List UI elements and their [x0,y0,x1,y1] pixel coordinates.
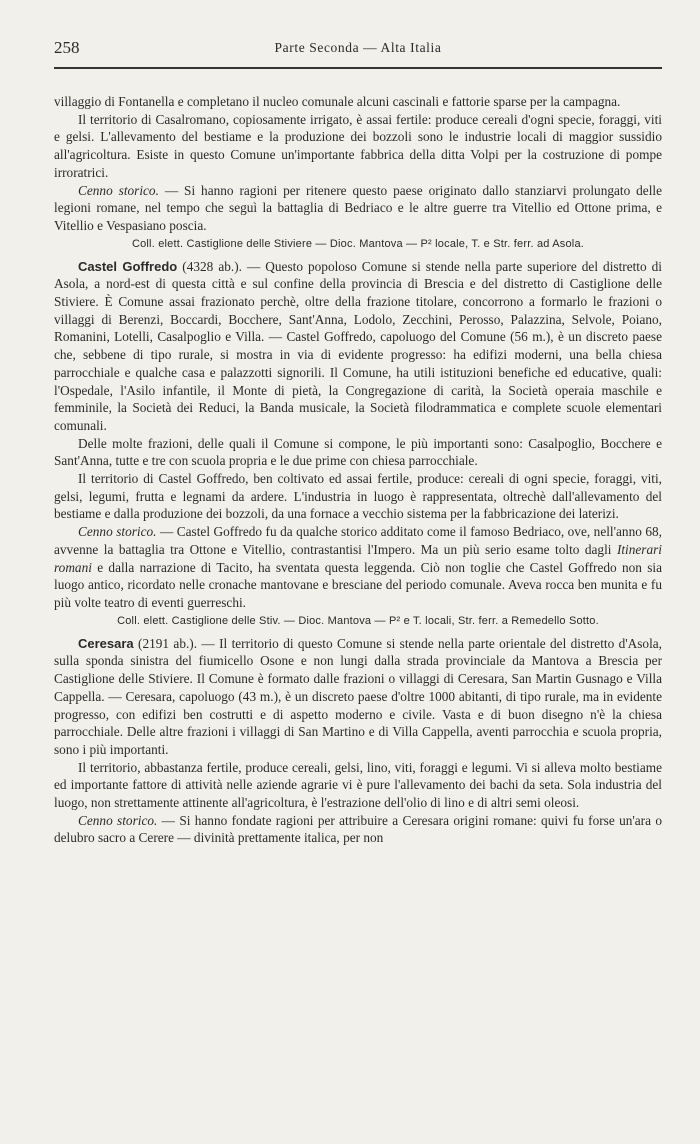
casalromano-reference: Coll. elett. Castiglione delle Stiviere — Dioc. Mantova — P² locale, T. e Str. ferr. ad Asola. [131,237,585,250]
ceresara-paragraph-2: Il territorio, abbastanza fertile, produce cereali, gelsi, lino, viti, foraggi e legumi. Vi si alleva molto bestiame ed importante fattore di attività nelle aziende agrarie vi è pure l'allevamento dei bachi da seta. Sola industria del luogo, non strettamente attinente all'agricoltura, è l'estrazione dell'olio di lino e di altri semi oleosi. [54,759,662,811]
cenno-storico-label: Cenno storico. [78,182,159,198]
ceresara-cenno-storico [54,812,662,847]
casalromano-cenno-storico [54,182,662,235]
page-number: 258 [54,38,80,57]
castel-goffredo-cenno-storico [54,523,662,612]
header-rule [54,67,662,69]
ceresara-entry [54,635,662,759]
cenno-storico-label: Cenno storico. [78,812,158,828]
cenno-storico-text-cont: e dalla narrazione di Tacito, ha sventata questa leggenda. Ciò non toglie che Castel Goffredo non sia luogo antico, ricordato nelle cronache mantovane e bresciane del periodo comunale. Aveva rocca ben munita e fu più volte teatro di eventi guerreschi. [54,559,662,610]
castel-goffredo-paragraph-3: Il territorio di Castel Goffredo, ben coltivato ed assai fertile, produce: cereali di ogni specie, foraggi, viti, gelsi, legumi, frutta e legnami da ardere. L'industria in luogo è rappresentata, oltrechè dall'allevamento del bestiame e dalla produzione dei bozzoli, da una fornace a vecchio sistema per la fabbricazione dei laterizi. [54,471,662,522]
castel-goffredo-paragraph-2: Delle molte frazioni, delle quali il Comune si compone, le più importanti sono: Casalpoglio, Bocchere e Sant'Anna, tutte e tre con scuola propria e le due prime con chiesa parrocchiale. [54,435,662,469]
castel-goffredo-entry [54,258,662,435]
casalromano-paragraph-1: villaggio di Fontanella e completano il nucleo comunale alcuni cascinali e fattorie sparse per la campagna. [54,94,621,109]
cenno-storico-text: — Si hanno ragioni per ritenere questo paese originato dallo stanziarvi prolungato delle legioni romane, nel tempo che seguì la battaglia di Bedriaco e le altre guerre tra Vitellio ed Ottone prima, e Vitellio e Vespasiano poscia. [54,182,662,233]
entry-headword: Castel Goffredo [78,258,178,274]
castel-goffredo-reference: Coll. elett. Castiglione delle Stiv. — Dioc. Mantova — P² e T. locali, Str. ferr. a Remedello Sotto. [117,614,599,627]
cenno-storico-text: — Castel Goffredo fu da qualche storico additato come il famoso Bedriaco, ove, nell'anno 68, avvenne la battaglia tra Ottone e Vitellio, contrastantisi l'Impero. Ma un più serio esame tolto dagli [54,524,662,557]
running-title: Parte Seconda — Alta Italia [274,40,442,55]
page-header [54,38,662,60]
page-body [54,93,662,847]
cenno-storico-text: — Si hanno fondate ragioni per attribuire a Ceresara origini romane: quivi fu forse un'ara o delubro sacro a Cerere — divinità prettamente italica, per non [54,812,662,846]
cenno-storico-label: Cenno storico. [78,524,157,540]
itinerari-romani: Itinerari romani [54,541,662,575]
entry-intro: (2191 ab.). — Il territorio di questo Comune si stende nella parte orientale del distretto d'Asola, sulla sponda sinistra del fiumicello Osone e non lungi dalla strada provinciale da Mantova a Brescia per Castiglione delle Stiviere. Il Comune è formato dalle frazioni o villaggi di Ceresara, San Martin Gusnago e Villa Cappella. — Ceresara, capoluogo (43 m.), è un discreto paese d'oltre 1000 abitanti, di tipo rurale, ma in evidente progresso, con edifizi ben costrutti e di aspetto moderno e civile. Vasta e di buon disegno n'è la chiesa parrocchiale. Delle altre frazioni i villaggi di San Martino e di Villa Cappella, aventi parrocchia e scuola propria, sono i più importanti. [54,635,662,757]
entry-headword: Ceresara [78,635,134,651]
casalromano-paragraph-2: Il territorio di Casalromano, copiosamente irrigato, è assai fertile: produce cereali d'ogni specie, foraggi, viti e gelsi. L'allevamento del bestiame e la produzione dei bozzoli sono le industrie locali di maggior sussidio all'agricoltura. Esiste in questo Comune un'importante fabbrica della ditta Volpi per la costruzione di pompe irroratrici. [54,111,662,180]
entry-intro: (4328 ab.). — Questo popoloso Comune si stende nella parte superiore del distretto di Asola, a nord-est di questa città e sul confine della provincia di Brescia e del distretto di Castiglione delle Stiviere. È Comune assai frazionato perchè, oltre della frazione titolare, concorrono a formarlo le frazioni o villaggi di Berenzi, Boccardi, Bocchere, Sant'Anna, Lodolo, Zecchini, Perosso, Palazzina, Selvole, Poiano, Romanini, Lotelli, Casalpoglio e Villa. — Castel Goffredo, capoluogo del Comune (56 m.), è un discreto paese che, sebbene di tipo rurale, si mostra in via di evidente progresso: ha edifizi moderni, una bella chiesa parrocchiale e qualche casa e palazzotti signorili. Il Comune, ha utili istituzioni benefiche ed educative, quali: l'Ospedale, l'Asilo infantile, il Monte di pietà, la Congregazione di carità, la Società operaia maschile e femminile, la Società dei Reduci, la Banda musicale, la Società filodrammatica e complete scuole elementari comunali. [54,258,663,433]
